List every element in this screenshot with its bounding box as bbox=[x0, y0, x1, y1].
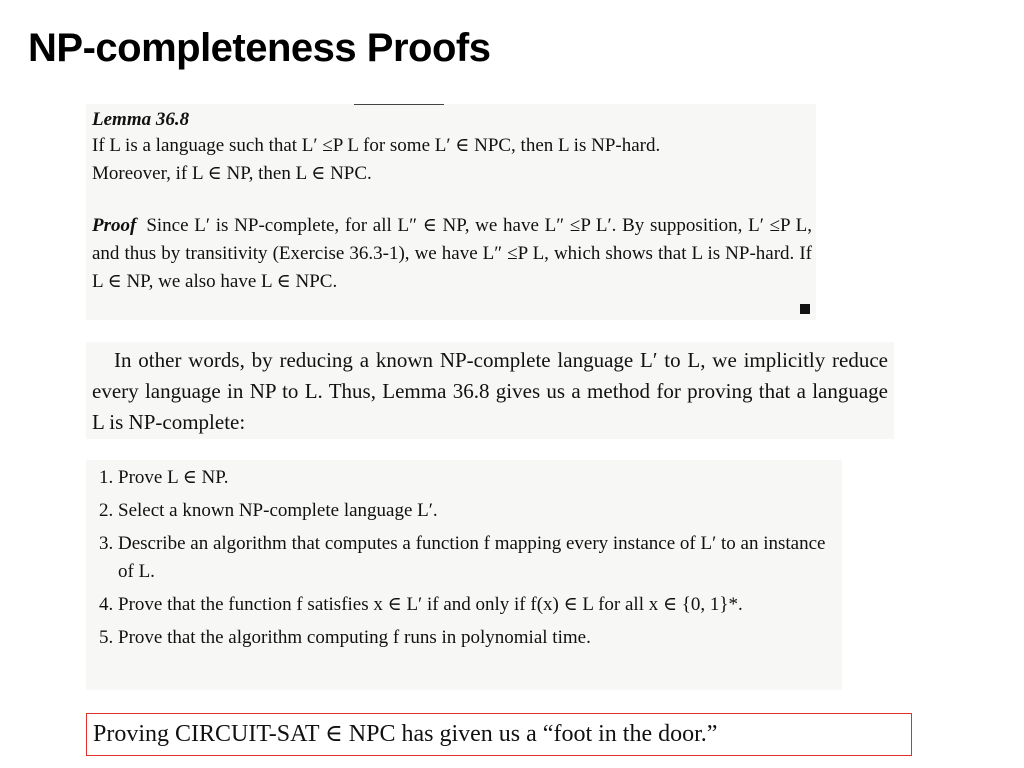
slide-title: NP-completeness Proofs bbox=[28, 26, 491, 70]
lemma-title: Lemma 36.8 bbox=[92, 109, 190, 130]
proof-step: 5. Prove that the algorithm computing f runs in polynomial time. bbox=[118, 624, 834, 652]
qed-square-icon bbox=[800, 304, 810, 314]
foot-in-door-callout: Proving CIRCUIT-SAT ∈ NPC has given us a “foot in the door.” bbox=[86, 713, 912, 756]
scan-rule-mark bbox=[354, 104, 444, 105]
proof-paragraph bbox=[92, 212, 812, 296]
explanation-excerpt bbox=[86, 342, 894, 439]
lemma-excerpt bbox=[86, 104, 816, 320]
lemma-statement-line-1: If L is a language such that L′ ≤P L for some L′ ∈ NPC, then L is NP-hard. bbox=[92, 135, 661, 156]
proof-steps-list bbox=[86, 460, 842, 652]
proof-steps-excerpt bbox=[86, 460, 842, 690]
explanation-text: In other words, by reducing a known NP-complete language L′ to L, we implicitly reduce every language in NP to L. Thus, Lemma 36.8 gives us a method for proving that a language L is NP-complete: bbox=[92, 348, 888, 434]
proof-text: Since L′ is NP-complete, for all L″ ∈ NP, we have L″ ≤P L′. By supposition, L′ ≤P L, and thus by transitivity (Exercise 36.3-1), we have L″ ≤P L, which shows that L is NP-hard. If L ∈ NP, we also have L ∈ NPC. bbox=[92, 215, 812, 292]
proof-step: 1. Prove L ∈ NP. bbox=[118, 464, 834, 492]
lemma-statement-line-2: Moreover, if L ∈ NP, then L ∈ NPC. bbox=[92, 163, 372, 184]
proof-step: 4. Prove that the function f satisfies x ∈ L′ if and only if f(x) ∈ L for all x ∈ {0, 1}*. bbox=[118, 591, 834, 619]
proof-step: 2. Select a known NP-complete language L′. bbox=[118, 497, 834, 525]
proof-step: 3. Describe an algorithm that computes a function f mapping every instance of L′ to an instance of L. bbox=[118, 530, 834, 586]
proof-label: Proof bbox=[92, 215, 137, 236]
